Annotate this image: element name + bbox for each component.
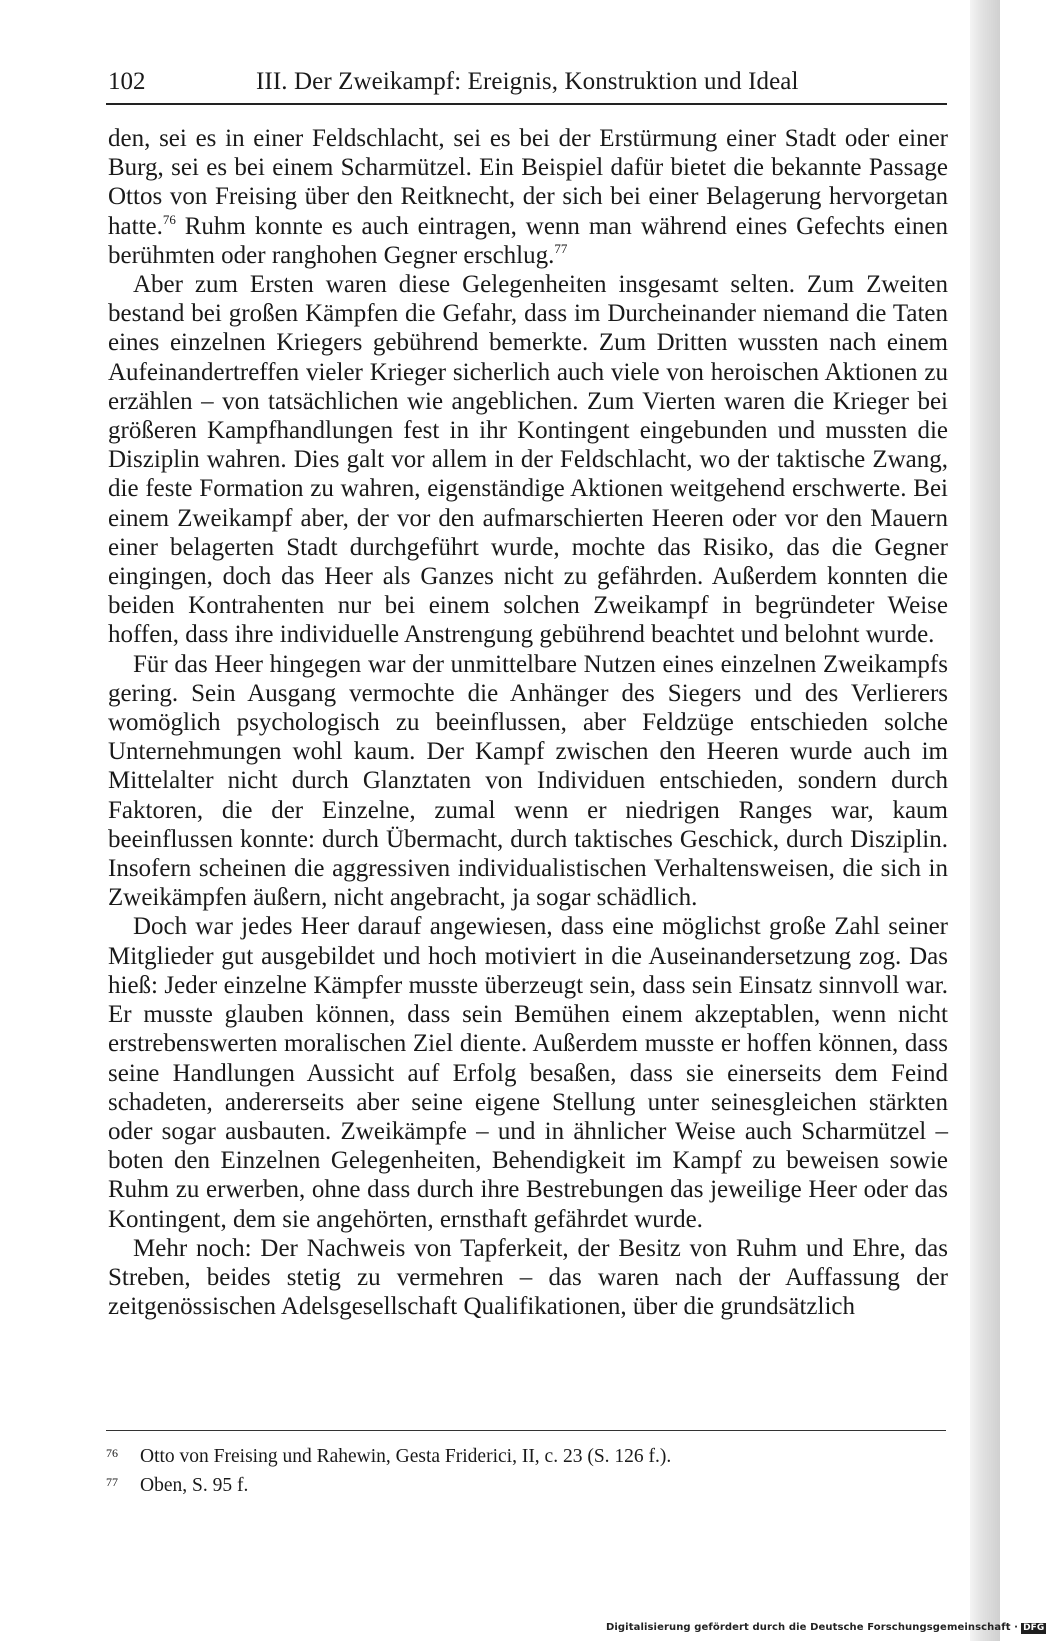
paragraph: den, sei es in einer Feldschlacht, sei es bei der Erstürmung einer Stadt oder einer Burg, sei es bei einem Scharmützel. Ein Beispiel dafür bietet die bekannte Passage Ottos von Freising über den Reitknecht, der sich bei einer Belagerung hervorgetan hatte.$^{76}$ Ruhm konnte es auch eintragen, wenn man während eines Gefechts einen berühmten oder ranghohen Gegner erschlug.$^{77}$ xyxy=(108,125,948,269)
page-number: 102 xyxy=(108,68,146,95)
paragraph: Für das Heer hingegen war der unmittelbare Nutzen eines einzelnen Zweikampfs gering. Sein Ausgang vermochte die Anhänger des Siegers und des Verlierers womöglich psychologisch zu beeinflussen, aber Feldzüge entschieden solche Unternehmungen wohl kaum. Der Kampf zwischen den Heeren wurde auch im Mittelalter nicht durch Glanztaten von Individuen entschieden, sondern durch Faktoren, die der Einzelne, zumal wenn er niedrigen Ranges war, kaum beeinflussen konnte: durch Übermacht, durch taktisches Geschick, durch Disziplin. Insofern scheinen die aggressiven individualistischen Verhaltensweisen, die sich in Zweikämpfen äußern, nicht angebracht, ja sogar schädlich. xyxy=(108,650,948,912)
footnote xyxy=(106,1442,946,1471)
page-header xyxy=(106,62,946,102)
footnote-text: Otto von Freising und Rahewin, Gesta Friderici, II, c. 23 (S. 126 f.). xyxy=(140,1446,672,1467)
footnote-ref[interactable]: 77 xyxy=(554,240,568,256)
paragraph: Aber zum Ersten waren diese Gelegenheiten insgesamt selten. Zum Zweiten bestand bei großen Kämpfen die Gefahr, dass im Durcheinander niemand die Taten eines einzelnen Kriegers gebührend bemerkte. Zum Dritten wussten nach einem Aufeinandertreffen vieler Krieger sicherlich auch viele von heroischen Aktionen zu erzählen – von tatsächlichen wie angeblichen. Zum Vierten waren die Krieger bei größeren Kampfhandlungen fest in ihr Kontingent eingebunden und mussten die Disziplin wahren. Dies galt vor allem in der Feldschlacht, wo der taktische Zwang, die feste Formation zu wahren, eigenständige Aktionen weitgehend erschwerte. Bei einem Zweikampf aber, der vor den aufmarschierten Heeren oder vor den Mauern einer belagerten Stadt durchgeführt wurde, mochte das Risiko, das die Gegner eingingen, doch das Heer als Ganzes nicht zu gefährden. Außerdem konnten die beiden Kontrahenten nur bei einem solchen Zweikampf in begründeter Weise hoffen, dass ihre individuelle Anstrengung gebührend beachtet und belohnt wurde. xyxy=(108,271,948,649)
footnote-text: Oben, S. 95 f. xyxy=(140,1475,249,1496)
footnote-ref[interactable]: 76 xyxy=(162,211,176,227)
paragraph: Doch war jedes Heer darauf angewiesen, dass eine möglichst große Zahl seiner Mitglieder gut ausgebildet und hoch motiviert in die Auseinandersetzung zog. Das hieß: Jeder einzelne Kämpfer musste überzeugt sein, dass sein Einsatz sinnvoll war. Er musste glauben können, dass sein Bemühen einem akzeptablen, wenn nicht erstrebenswerten moralischen Ziel diente. Außerdem musste er hoffen können, dass seine Handlungen Aussicht auf Erfolg besaßen, dass sie einerseits dem Feind schadeten, andererseits aber seine eigene Stellung unter seinesgleichen stärkten oder sogar ausbauten. Zweikämpfe – und in ähnlicher Weise auch Scharmützel – boten den Einzelnen Gelegenheiten, Behendigkeit im Kampf zu beweisen sowie Ruhm zu erwerben, ohne dass durch ihre Bestrebungen das jeweilige Heer oder das Kontingent, dem sie angehörten, ernsthaft gefährdet wurde. xyxy=(108,913,948,1233)
footnote-number: 76 xyxy=(106,1446,118,1460)
footnotes xyxy=(106,1442,946,1500)
footnote-rule xyxy=(106,1430,946,1431)
paragraph: Mehr noch: Der Nachweis von Tapferkeit, der Besitz von Ruhm und Ehre, das Streben, beides stetig zu vermehren – das waren nach der Auffassung der zeitgenössischen Adelsgesellschaft Qualifikationen, über die grundsätzlich xyxy=(108,1234,948,1321)
running-title: III. Der Zweikampf: Ereignis, Konstruktion und Ideal xyxy=(256,68,799,95)
footnote-number: 77 xyxy=(106,1475,118,1489)
dfg-logo-icon: DFG xyxy=(1023,1623,1045,1633)
digitization-note: Digitalisierung gefördert durch die Deutsche Forschungsgemeinschaft · DFG xyxy=(606,1622,1045,1633)
body-text xyxy=(108,124,948,1321)
scan-page-edge xyxy=(970,0,1000,1641)
header-rule xyxy=(106,103,947,105)
footnote xyxy=(106,1471,946,1500)
